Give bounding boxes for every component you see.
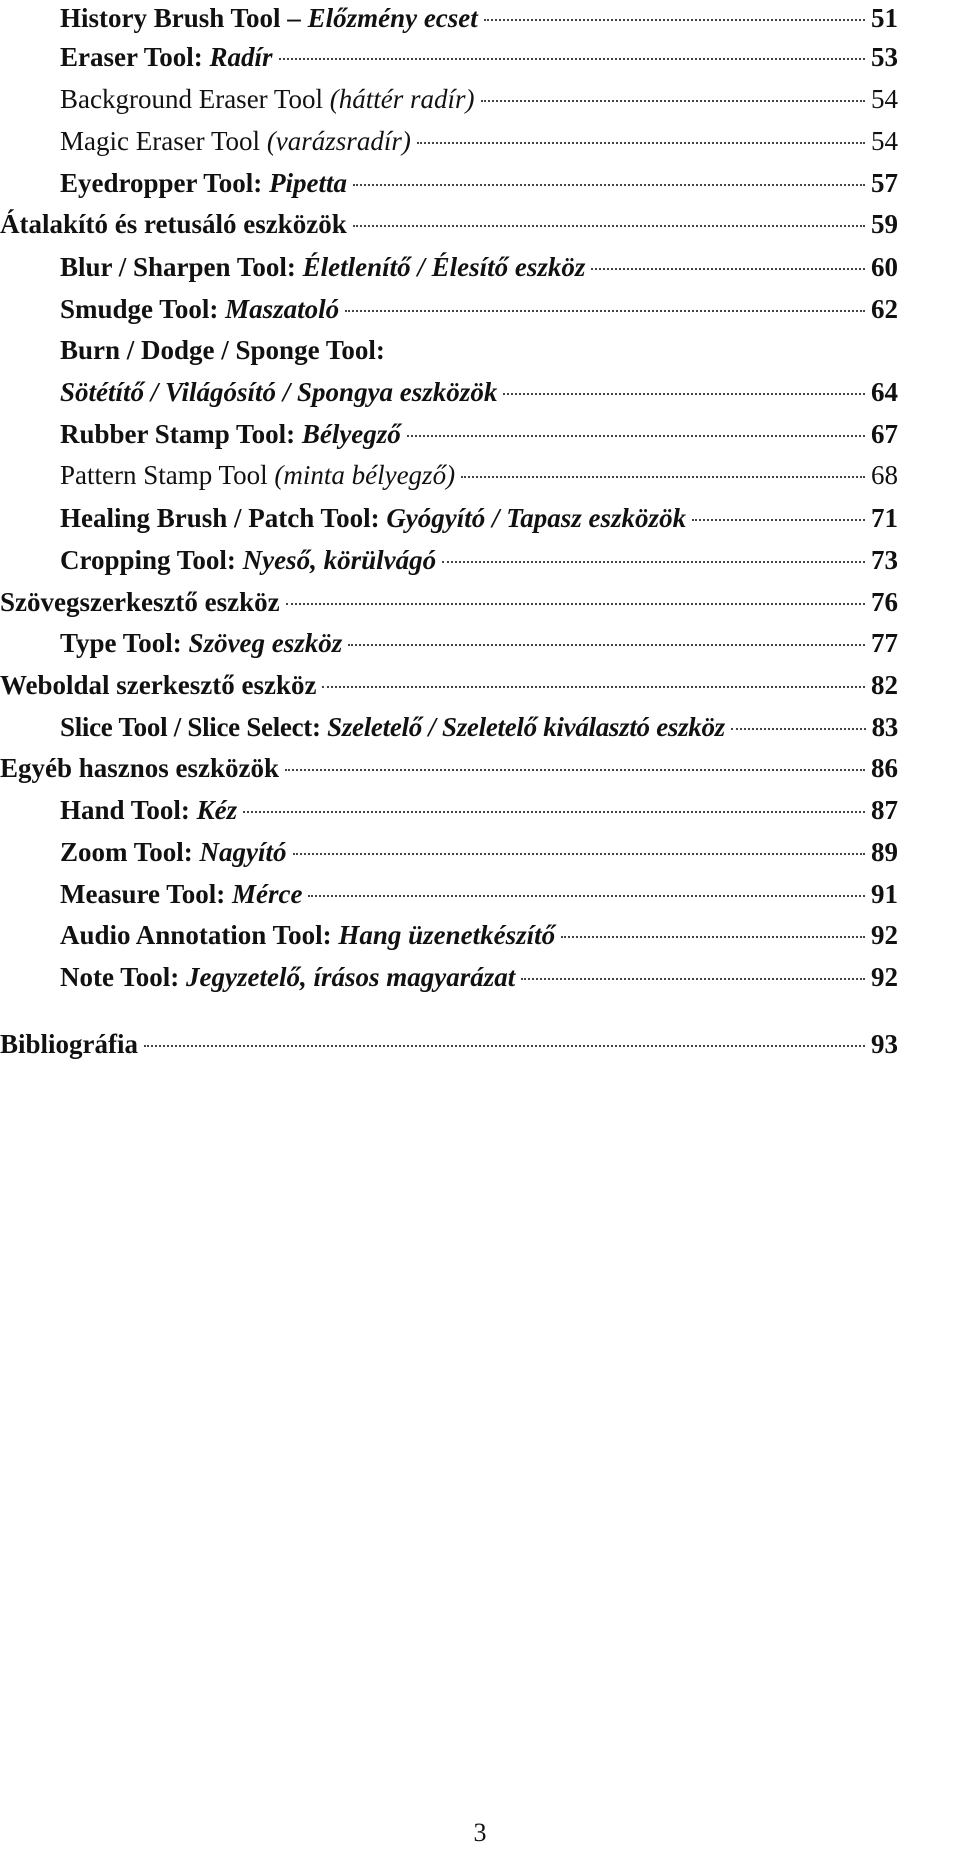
toc-entry (60, 500, 898, 536)
toc-entry (60, 542, 898, 578)
toc-entry-title-italic: Előzmény ecset (307, 3, 478, 33)
toc-entry (0, 1026, 898, 1062)
toc-entry-title-italic: Gyógyító / Tapasz eszközök (386, 503, 687, 533)
toc-entry-title-roman: Audio Annotation Tool: (60, 920, 339, 950)
toc-entry (60, 249, 898, 285)
toc-entry-title (60, 249, 585, 285)
toc-entry-title (0, 667, 316, 703)
toc-leader-dots (348, 644, 865, 646)
toc-entry-page: 77 (871, 628, 898, 658)
toc-entry-title (60, 457, 455, 493)
toc-entry-title-roman: Hand Tool: (60, 795, 197, 825)
toc-entry-page: 71 (871, 503, 898, 533)
toc-entry-page: 82 (871, 670, 898, 700)
toc-entry-title-roman: Weboldal szerkesztő eszköz (0, 670, 317, 700)
toc-entry-title-italic: Sötétítő / Világósító / Spongya eszközök (60, 377, 498, 407)
toc-entry-page: 76 (871, 587, 898, 617)
toc-entry-page: 87 (871, 795, 898, 825)
toc-entry (60, 0, 898, 36)
toc-entry-title-roman: Cropping Tool: (60, 545, 243, 575)
toc-entry-title-roman: Átalakító és retusáló eszközök (0, 209, 347, 239)
toc-entry-title-roman: Smudge Tool: (60, 294, 226, 324)
toc-entry (60, 81, 898, 117)
toc-entry (60, 625, 898, 661)
toc-leader-dots (521, 978, 865, 980)
toc-entry-title-roman: Rubber Stamp Tool: (60, 419, 302, 449)
toc-entry-title-italic: Nyeső, körülvágó (242, 545, 437, 575)
toc-entry-title-italic: Szeletelő / Szeletelő kiválasztó eszköz (327, 712, 725, 742)
toc-leader-dots (353, 184, 865, 186)
toc-entry-title-roman: Szövegszerkesztő eszköz (0, 587, 280, 617)
toc-entry-page: 91 (871, 879, 898, 909)
toc-entry-page: 53 (871, 42, 898, 72)
toc-entry-page: 68 (871, 460, 898, 490)
toc-entry (0, 206, 898, 242)
toc-entry-title-roman: Pattern Stamp Tool (60, 460, 275, 490)
toc-entry-title-italic: Életlenítő / Élesítő eszköz (302, 252, 586, 282)
toc-entry (60, 291, 898, 327)
toc-entry-title-italic: Maszatoló (225, 294, 340, 324)
toc-entry-title-roman: Eraser Tool: (60, 42, 210, 72)
toc-entry-page: 89 (871, 837, 898, 867)
toc-entry-title (60, 709, 725, 745)
toc-entry-title-italic: Pipetta (269, 168, 348, 198)
toc-entry-page: 64 (871, 377, 898, 407)
toc-entry-title-italic: Nagyító (199, 837, 287, 867)
toc-entry-page: 86 (871, 753, 898, 783)
toc-entry-title (60, 123, 411, 159)
toc-entry-title-italic: (varázsradír) (266, 126, 411, 156)
toc-entry-title-italic: Kéz (196, 795, 238, 825)
toc-entry (60, 792, 898, 828)
toc-leader-dots (407, 435, 865, 437)
toc-entry (60, 123, 898, 159)
toc-entry-page: 54 (871, 126, 898, 156)
toc-entry-title-italic: Mérce (232, 879, 303, 909)
toc-entry (60, 374, 898, 410)
toc-leader-dots (461, 476, 865, 478)
toc-entry-title-roman: Magic Eraser Tool (60, 126, 267, 156)
toc-entry-page: 73 (871, 545, 898, 575)
toc-entry-page: 92 (871, 920, 898, 950)
toc-entry-title-roman: Type Tool: (60, 628, 189, 658)
toc-leader-dots (279, 58, 865, 60)
toc-leader-dots (285, 769, 865, 771)
toc-entry (60, 959, 898, 995)
toc-entry-title (60, 0, 478, 36)
toc-entry (60, 39, 898, 75)
toc-entry-title-italic: (háttér radír) (329, 84, 475, 114)
toc-leader-dots (481, 100, 865, 102)
toc-entry (60, 834, 898, 870)
toc-entry-title (60, 792, 237, 828)
toc-entry-title-italic: Hang üzenetkészítő (338, 920, 556, 950)
toc-entry-page: 60 (871, 252, 898, 282)
toc-entry-title-roman: Note Tool: (60, 962, 187, 992)
toc-leader-dots (144, 1045, 865, 1047)
page-number: 3 (473, 1818, 487, 1847)
toc-leader-dots (484, 19, 865, 21)
toc-entry-title (60, 39, 273, 75)
toc-entry-title-italic: Jegyzetelő, írásos magyarázat (186, 962, 516, 992)
toc-entry (0, 667, 898, 703)
toc-entry-title (0, 584, 280, 620)
toc-entry-title-roman: Burn / Dodge / Sponge Tool: (60, 335, 385, 365)
toc-entry (60, 709, 898, 745)
toc-leader-dots (353, 225, 865, 227)
toc-entry-page: 57 (871, 168, 898, 198)
toc-entry-title-roman: Blur / Sharpen Tool: (60, 252, 303, 282)
toc-entry-page: 51 (871, 3, 898, 33)
toc-entry-title (60, 165, 347, 201)
toc-entry (60, 876, 898, 912)
toc-entry-title-roman: Egyéb hasznos eszközök (0, 753, 280, 783)
toc-entry-title (60, 374, 497, 410)
toc-entry-title (60, 416, 401, 452)
toc-leader-dots (591, 268, 865, 270)
toc-entry-page: 54 (871, 84, 898, 114)
toc-entry-title (60, 332, 385, 368)
toc-leader-dots (308, 895, 865, 897)
toc-leader-dots (561, 936, 865, 938)
toc-entry-title-roman: Eyedropper Tool: (60, 168, 270, 198)
toc-entry-title-italic: Bélyegző (301, 419, 401, 449)
toc-entry-title (60, 291, 339, 327)
toc-entry-title (0, 206, 347, 242)
toc-entry-title (60, 834, 287, 870)
toc-entry-title-italic: Radír (209, 42, 273, 72)
toc-entry-page: 59 (871, 209, 898, 239)
toc-leader-dots (731, 728, 866, 730)
toc-entry-page: 62 (871, 294, 898, 324)
toc-entry-title (60, 917, 555, 953)
toc-leader-dots (442, 561, 865, 563)
toc-entry-title (60, 959, 515, 995)
toc-entry-title (60, 876, 302, 912)
toc-entry-page: 92 (871, 962, 898, 992)
toc-entry-title (0, 1026, 138, 1062)
toc-entry-title-roman: Measure Tool: (60, 879, 233, 909)
toc-entry-title-italic: (minta bélyegző) (274, 460, 456, 490)
toc-entry-title-italic: Szöveg eszköz (188, 628, 343, 658)
toc-leader-dots (345, 310, 865, 312)
toc-entry (60, 165, 898, 201)
toc-entry-page: 67 (871, 419, 898, 449)
toc-entry (0, 750, 898, 786)
toc-entry-title-roman: Background Eraser Tool (60, 84, 330, 114)
toc-leader-dots (243, 811, 865, 813)
toc-entry-title (60, 625, 342, 661)
toc-leader-dots (417, 142, 865, 144)
toc-entry (60, 332, 898, 368)
toc-entry-title (60, 500, 686, 536)
toc-entry-page: 83 (871, 712, 898, 742)
toc-entry-title-roman: Slice Tool / Slice Select: (60, 712, 328, 742)
toc-entry-title-roman: Zoom Tool: (60, 837, 200, 867)
toc-leader-dots (322, 686, 865, 688)
toc-entry (60, 457, 898, 493)
toc-leader-dots (293, 853, 865, 855)
toc-entry-title-roman: History Brush Tool – (60, 3, 308, 33)
toc-entry-title-roman: Healing Brush / Patch Tool: (60, 503, 387, 533)
toc-leader-dots (503, 393, 865, 395)
toc-entry (0, 584, 898, 620)
toc-entry-title-roman: Bibliográfia (0, 1029, 139, 1059)
toc-leader-dots (692, 519, 865, 521)
toc-entry (60, 917, 898, 953)
toc-leader-dots (286, 603, 865, 605)
toc-entry-title (60, 81, 475, 117)
toc-entry (60, 416, 898, 452)
toc-entry-title (60, 542, 436, 578)
toc-entry-title (0, 750, 279, 786)
toc-entry-page: 93 (871, 1029, 898, 1059)
